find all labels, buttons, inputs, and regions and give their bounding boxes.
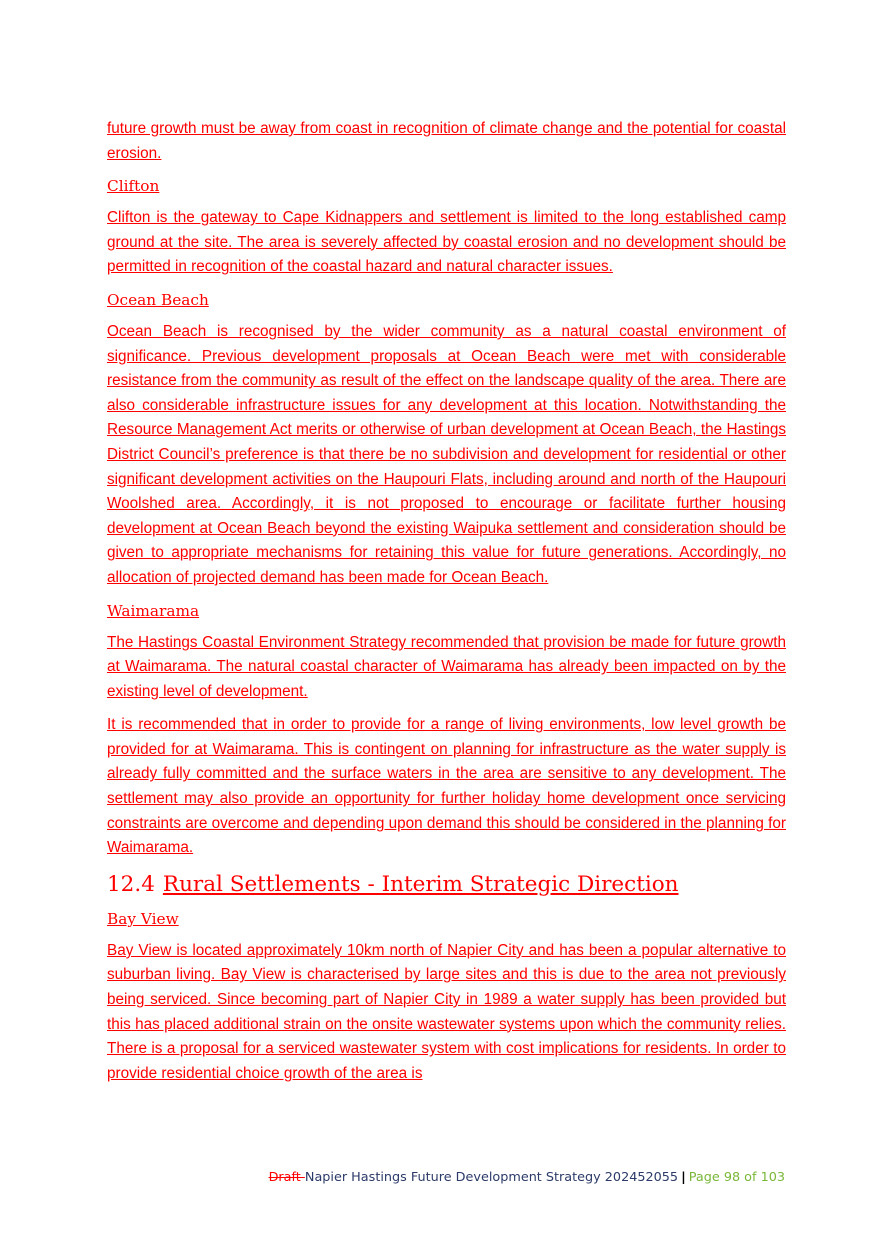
heading-bay-view: Bay View	[107, 909, 179, 928]
bay-view-paragraph: Bay View is located approximately 10km north of Napier City and has been a popular alternative to suburban living. Bay View is characterised by large sites and this is due to the area not previously being serviced. Since becoming part of Napier City in 1989 a water supply has been provided but this has placed additional strain on the onsite wastewater systems upon which the community relies. There is a proposal for a serviced wastewater system with cost implications for residents. In order to provide residential choice growth of the area is	[107, 941, 786, 1082]
section-number: 12.4	[107, 871, 155, 897]
intro-paragraph: future growth must be away from coast in recognition of climate change and the potential for coastal erosion.	[107, 120, 786, 162]
footer-page-number: Page 98 of 103	[688, 1170, 785, 1185]
page-body	[107, 117, 786, 1095]
waimarama-paragraph-1: The Hastings Coastal Environment Strategy recommended that provision be made for future growth at Waimarama. The natural coastal character of Waimarama has already been impacted on by the existing level of development.	[107, 633, 786, 700]
heading-ocean-beach: Ocean Beach	[107, 290, 209, 309]
heading-clifton: Clifton	[107, 177, 160, 196]
page-footer	[269, 1170, 785, 1185]
clifton-paragraph: Clifton is the gateway to Cape Kidnappers and settlement is limited to the long established camp ground at the site. The area is severely affected by coastal erosion and no development should be permitted in recognition of the coastal hazard and natural character issues.	[107, 209, 786, 276]
heading-waimarama: Waimarama	[107, 601, 200, 620]
section-title: Rural Settlements - Interim Strategic Direction	[162, 871, 679, 897]
footer-document-title: Napier Hastings Future Development Strategy 202452055	[304, 1170, 679, 1185]
ocean-beach-paragraph: Ocean Beach is recognised by the wider community as a natural coastal environment of significance. Previous development proposals at Ocean Beach were met with considerable resistance from the community as result of the effect on the landscape quality of the area. There are also considerable infrastructure issues for any development at this location. Notwithstanding the Resource Management Act merits or otherwise of urban development at Ocean Beach, the Hastings District Council’s preference is that there be no subdivision and development for residential or other significant development activities on the Haupouri Flats, including around and north of the Haupouri Woolshed area. Accordingly, it is not proposed to encourage or facilitate further housing development at Ocean Beach beyond the existing Waipuka settlement and consideration should be given to appropriate mechanisms for retaining this value for future generations. Accordingly, no allocation of projected demand has been made for Ocean Beach.	[107, 322, 786, 586]
footer-separator: |	[681, 1170, 686, 1185]
footer-draft-deleted: Draft	[268, 1170, 305, 1185]
section-heading	[107, 870, 786, 900]
waimarama-paragraph-2: It is recommended that in order to provide for a range of living environments, low level growth be provided for at Waimarama. This is contingent on planning for infrastructure as the water supply is already fully committed and the surface waters in the area are sensitive to any development. The settlement may also provide an opportunity for further holiday home development once servicing constraints are overcome and depending upon demand this should be considered in the planning for Waimarama.	[107, 716, 786, 857]
